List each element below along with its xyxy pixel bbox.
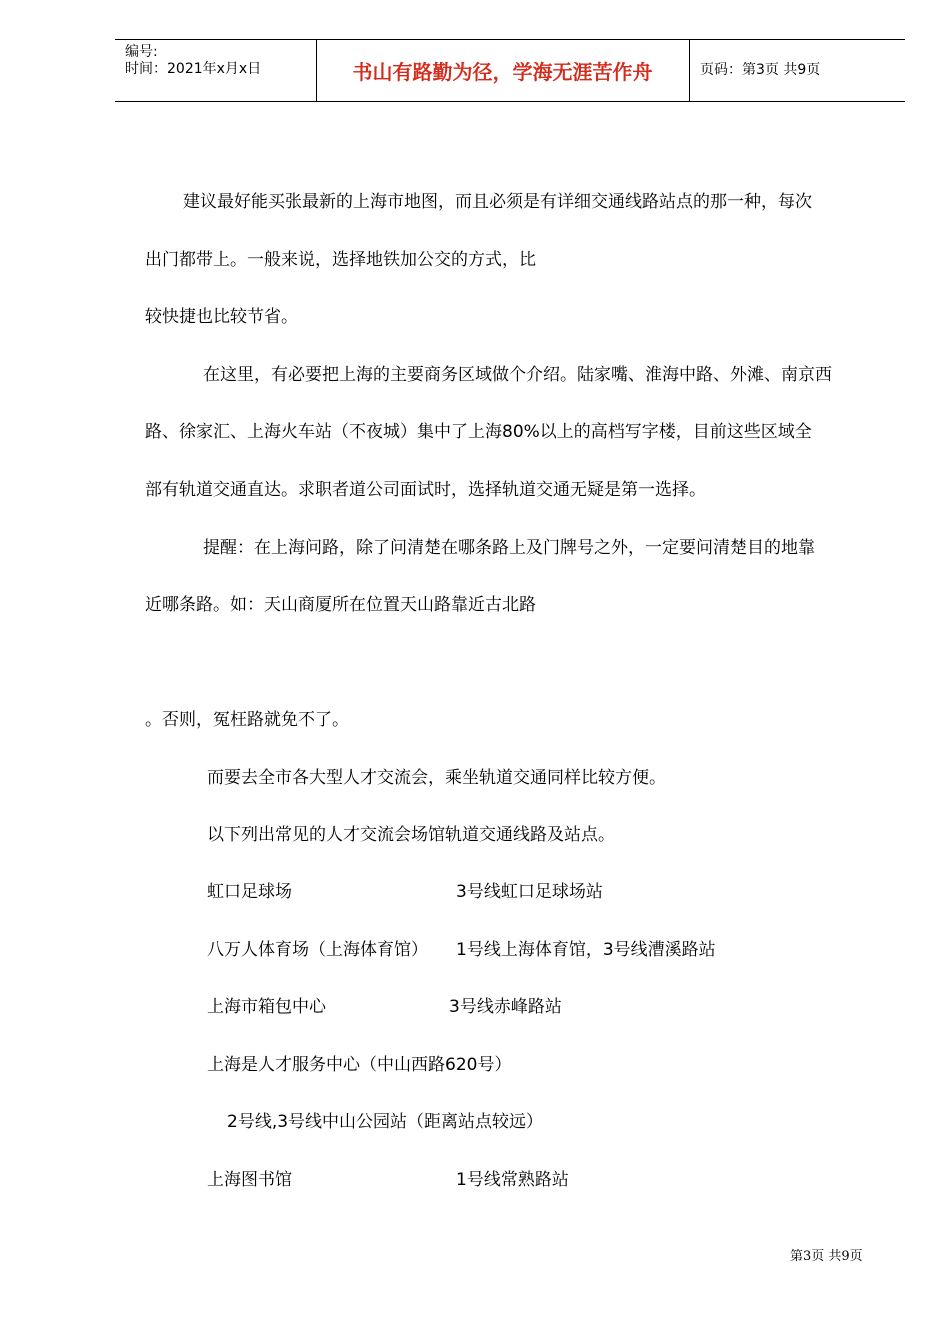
paragraph-line: 近哪条路。如：天山商厦所在位置天山路靠近古北路 xyxy=(145,595,536,615)
paragraph-line: 建议最好能买张最新的上海市地图，而且必须是有详细交通线路站点的那一种，每次 xyxy=(183,192,812,212)
paragraph-line: 提醒：在上海问路，除了问清楚在哪条路上及门牌号之外，一定要问清楚目的地靠 xyxy=(203,538,815,558)
station-venue: 虹口足球场 xyxy=(207,882,292,902)
paragraph-line: 以下列出常见的人才交流会场馆轨道交通线路及站点。 xyxy=(207,825,615,845)
page-footer: 第3页 共9页 xyxy=(790,1249,863,1264)
paragraph-line: 在这里，有必要把上海的主要商务区域做个介绍。陆家嘴、淮海中路、外滩、南京西 xyxy=(203,365,832,385)
header-motto: 书山有路勤为径，学海无涯苦作舟 xyxy=(352,60,653,84)
header-page-cell xyxy=(690,40,905,101)
header-page-label: 页码：第3页 共9页 xyxy=(700,62,821,78)
station-route: 2号线,3号线中山公园站（距离站点较远） xyxy=(227,1112,544,1132)
station-route: 3号线赤峰路站 xyxy=(449,997,562,1017)
station-route: 1号线上海体育馆，3号线漕溪路站 xyxy=(456,940,716,960)
serial-label: 编号: xyxy=(125,44,158,60)
station-venue: 八万人体育场（上海体育馆） xyxy=(207,940,428,960)
paragraph-line: 。否则，冤枉路就免不了。 xyxy=(145,710,349,730)
time-label: 时间：2021年x月x日 xyxy=(125,61,262,77)
station-route: 3号线虹口足球场站 xyxy=(456,882,603,902)
station-venue: 上海是人才服务中心（中山西路620号） xyxy=(207,1055,512,1075)
paragraph-line: 出门都带上。一般来说，选择地铁加公交的方式，比 xyxy=(145,250,536,270)
paragraph-line: 较快捷也比较节省。 xyxy=(145,307,298,327)
station-venue: 上海市箱包中心 xyxy=(207,997,326,1017)
header-meta-cell xyxy=(115,40,317,101)
header-motto-cell xyxy=(316,40,690,101)
station-route: 1号线常熟路站 xyxy=(456,1170,569,1190)
page-header xyxy=(115,39,905,102)
paragraph-line: 部有轨道交通直达。求职者道公司面试时，选择轨道交通无疑是第一选择。 xyxy=(145,480,706,500)
paragraph-line: 而要去全市各大型人才交流会，乘坐轨道交通同样比较方便。 xyxy=(207,768,666,788)
station-venue: 上海图书馆 xyxy=(207,1170,292,1190)
paragraph-line: 路、徐家汇、上海火车站（不夜城）集中了上海80%以上的高档写字楼，目前这些区域全 xyxy=(145,422,812,442)
